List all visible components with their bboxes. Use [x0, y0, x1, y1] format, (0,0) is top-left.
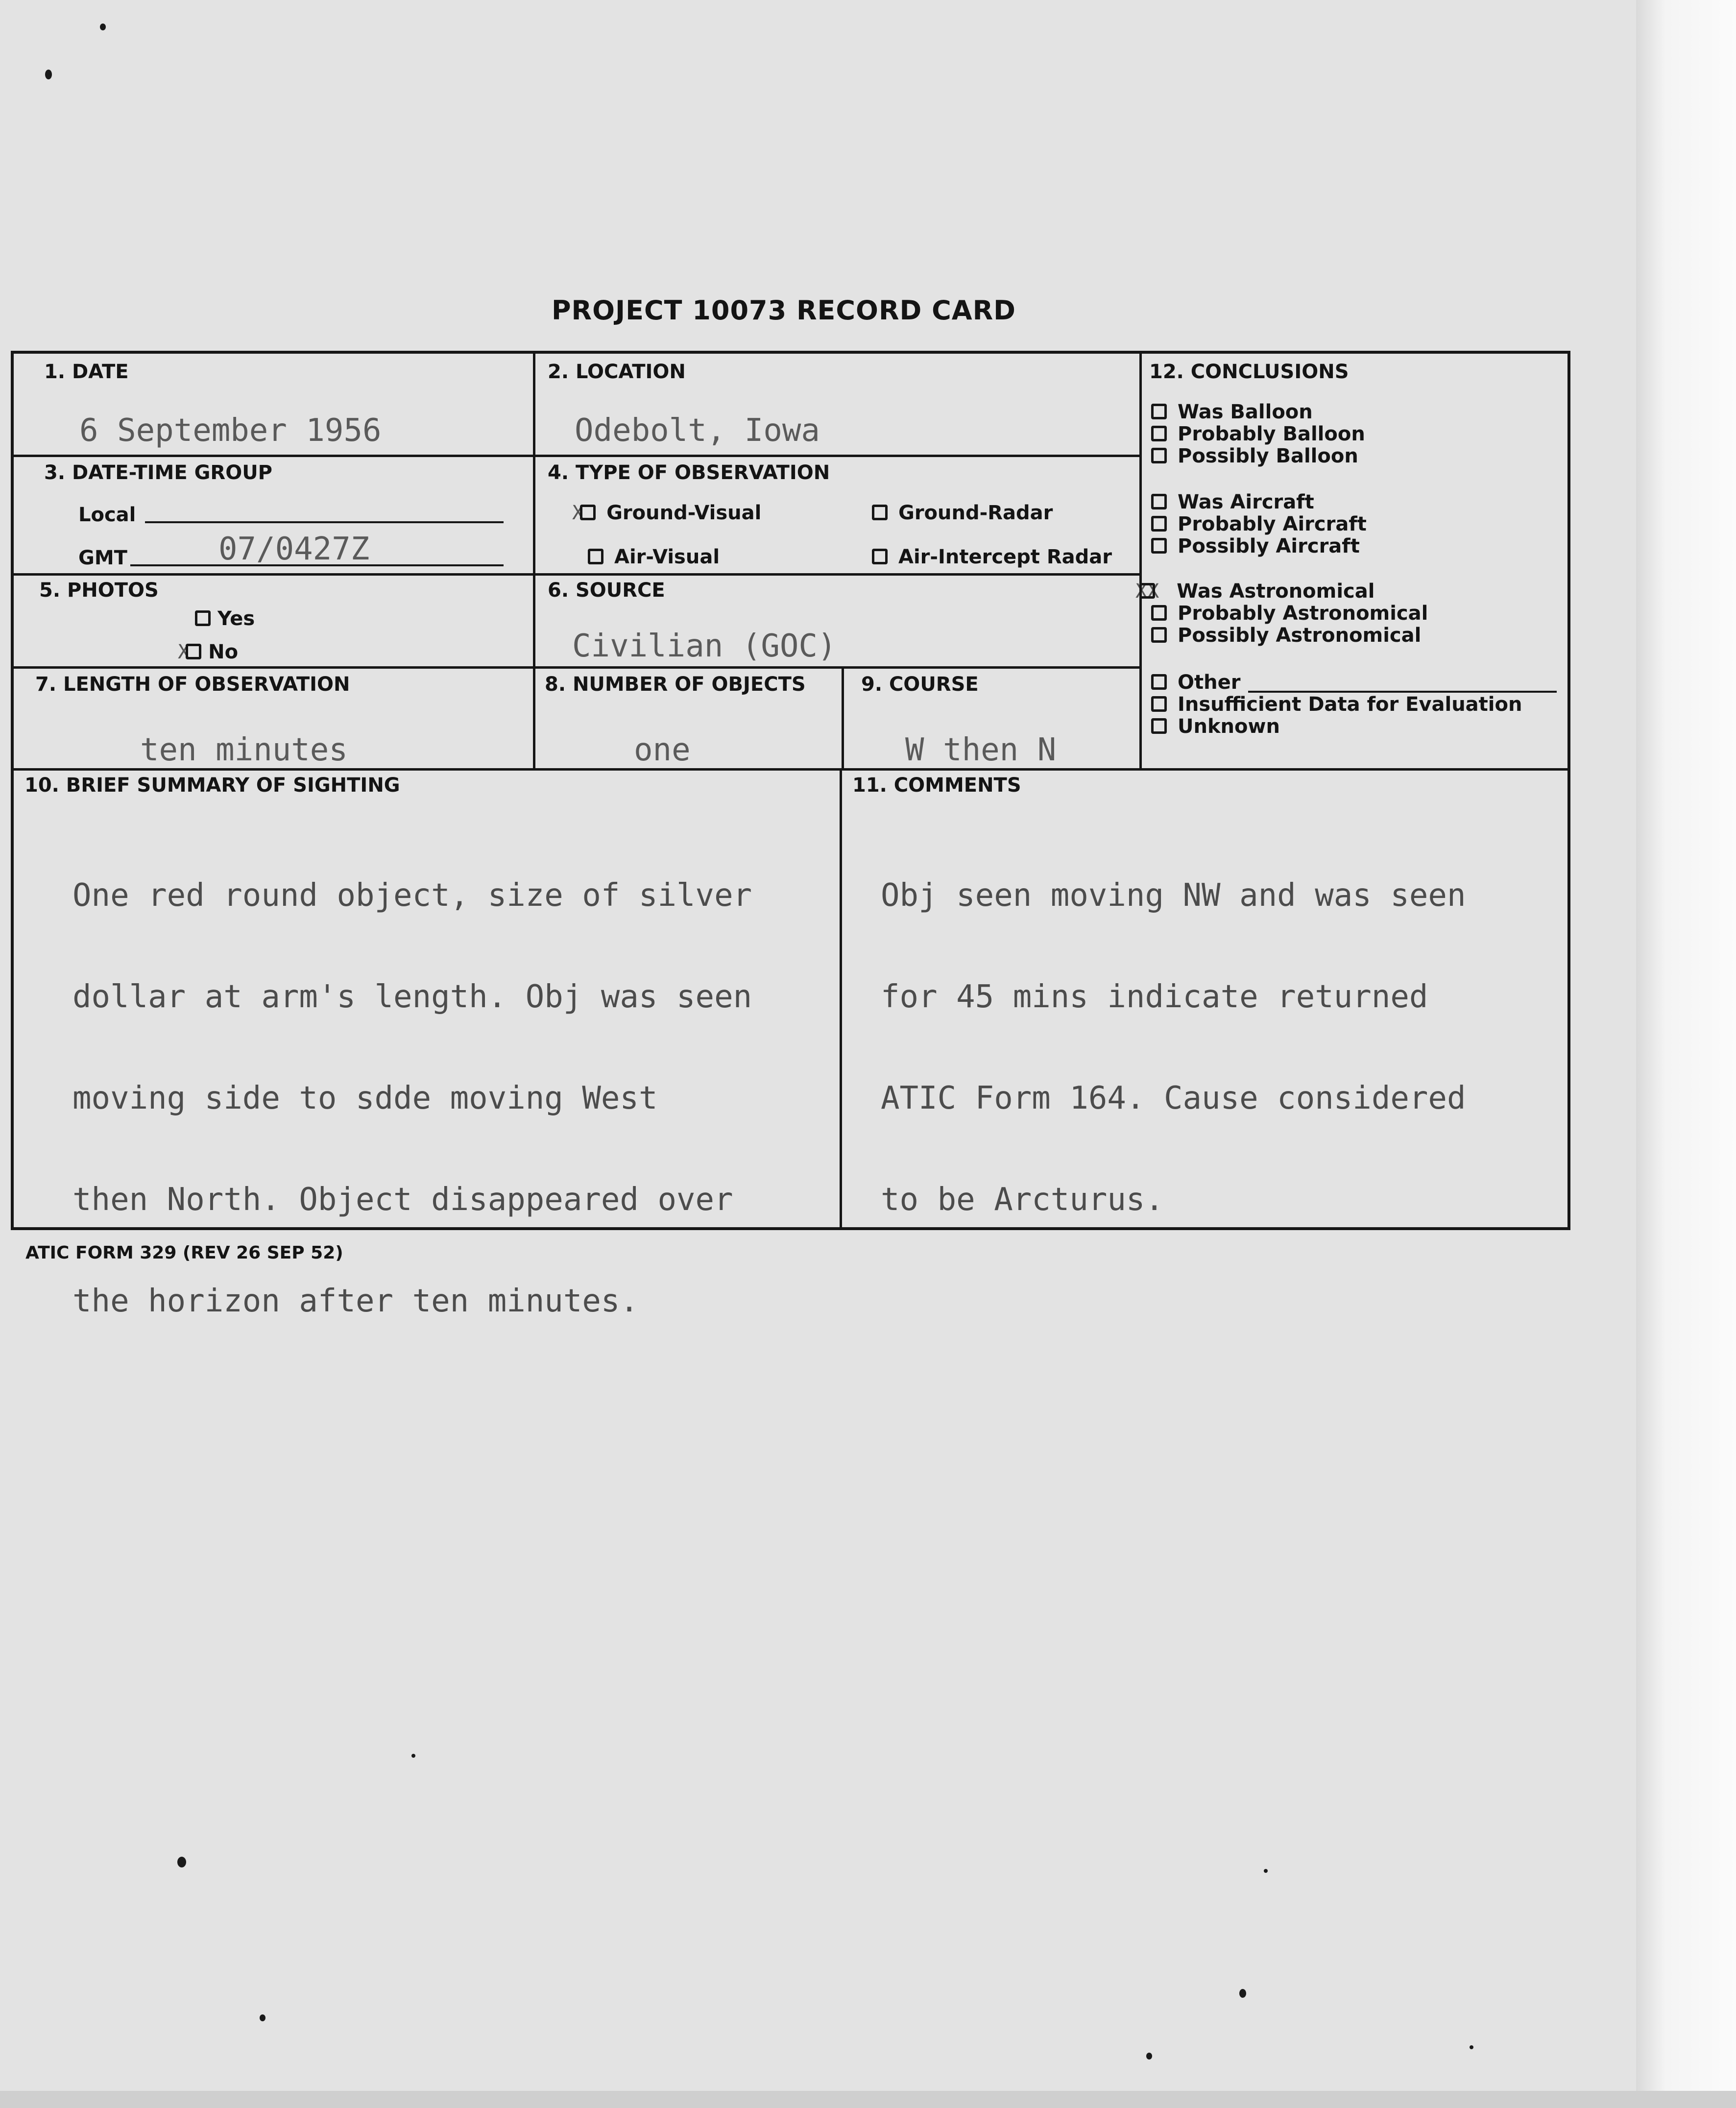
divider	[14, 666, 1142, 669]
local-label: Local	[78, 504, 136, 526]
comments-line: ATIC Form 164. Cause considered	[881, 1080, 1466, 1116]
summary-line: dollar at arm's length. Obj was seen	[72, 979, 752, 1015]
conclusion-label: Unknown	[1178, 715, 1280, 738]
option-label: Ground-Radar	[898, 502, 1053, 524]
length-of-observation-value: ten minutes	[140, 732, 348, 768]
page-edge	[1636, 0, 1736, 2108]
conclusion-possibly-astronomical	[1151, 624, 1421, 647]
conclusion-label: Possibly Balloon	[1178, 445, 1358, 467]
gmt-label: GMT	[78, 547, 127, 569]
location-value: Odebolt, Iowa	[575, 412, 820, 449]
conclusion-label: Possibly Astronomical	[1178, 624, 1422, 647]
conclusion-possibly-aircraft	[1151, 535, 1360, 557]
option-label: Ground-Visual	[606, 502, 762, 524]
conclusion-label: Other	[1178, 671, 1241, 694]
checkbox-icon	[1151, 674, 1167, 690]
conclusion-label: Probably Aircraft	[1178, 513, 1367, 535]
comments-label: 11. COMMENTS	[852, 774, 1021, 797]
speck	[100, 24, 106, 30]
other-underline	[1248, 691, 1557, 693]
checkbox-icon	[872, 505, 888, 520]
divider	[1139, 354, 1142, 770]
comments-text	[881, 811, 1466, 1284]
option-label: Air-Visual	[614, 546, 720, 568]
option-label: Yes	[217, 607, 255, 630]
source-value: Civilian (GOC)	[572, 628, 837, 664]
check-mark: XX	[1135, 580, 1159, 603]
conclusion-was-astronomical	[1135, 580, 1374, 603]
source-label: 6. SOURCE	[548, 579, 665, 602]
checkbox-icon	[1151, 627, 1167, 643]
length-of-observation-label: 7. LENGTH OF OBSERVATION	[35, 673, 350, 696]
conclusion-label: Was Astronomical	[1177, 580, 1375, 603]
photos-label: 5. PHOTOS	[39, 579, 159, 602]
speck	[1146, 2053, 1152, 2060]
conclusion-label: Was Balloon	[1178, 401, 1313, 423]
divider	[14, 768, 1567, 771]
checkbox-icon	[186, 644, 201, 659]
conclusions-label: 12. CONCLUSIONS	[1149, 361, 1349, 383]
checkbox-icon	[1151, 494, 1167, 509]
checkbox-icon	[580, 505, 596, 520]
summary-label: 10. BRIEF SUMMARY OF SIGHTING	[24, 774, 400, 797]
checkbox-icon	[195, 610, 211, 626]
speck	[177, 1857, 186, 1867]
comments-line: Obj seen moving NW and was seen	[881, 877, 1466, 914]
local-underline	[145, 521, 504, 523]
checkbox-icon	[1151, 426, 1167, 441]
checkbox-icon	[872, 549, 888, 564]
conclusion-was-aircraft	[1151, 491, 1314, 513]
checkbox-icon	[588, 549, 603, 564]
option-air-intercept-radar	[872, 546, 1112, 568]
date-value: 6 September 1956	[79, 412, 382, 449]
divider	[14, 455, 1142, 457]
date-time-group-label: 3. DATE-TIME GROUP	[44, 461, 272, 484]
card-title: PROJECT 10073 RECORD CARD	[551, 295, 1016, 326]
form-id: ATIC FORM 329 (REV 26 SEP 52)	[25, 1243, 343, 1263]
conclusion-possibly-balloon	[1151, 445, 1358, 467]
summary-line: One red round object, size of silver	[72, 877, 752, 914]
page-bottom-edge	[0, 2091, 1736, 2108]
option-air-visual	[588, 546, 720, 568]
conclusion-probably-balloon	[1151, 423, 1365, 445]
checkbox-icon	[1151, 538, 1167, 554]
conclusion-label: Was Aircraft	[1178, 491, 1314, 513]
gmt-value: 07/0427Z	[218, 531, 370, 567]
divider	[14, 573, 1142, 576]
summary-line: moving side to sdde moving West	[72, 1080, 658, 1116]
conclusion-label: Probably Astronomical	[1178, 602, 1428, 625]
option-photos-no	[178, 641, 238, 663]
divider	[840, 768, 842, 1227]
course-label: 9. COURSE	[861, 673, 979, 696]
conclusion-unknown	[1151, 715, 1280, 738]
comments-line: for 45 mins indicate returned	[881, 979, 1428, 1015]
divider	[842, 668, 844, 770]
type-of-observation-label: 4. TYPE OF OBSERVATION	[548, 461, 830, 484]
checkbox-icon	[1151, 696, 1167, 712]
date-label: 1. DATE	[44, 361, 129, 383]
conclusion-was-balloon	[1151, 401, 1313, 423]
conclusion-insufficient-data	[1151, 693, 1522, 716]
summary-line: then North. Object disappeared over	[72, 1182, 733, 1218]
checkbox-icon	[1151, 448, 1167, 463]
speck	[1470, 2045, 1473, 2049]
conclusion-label: Probably Balloon	[1178, 423, 1365, 445]
option-label: Air-Intercept Radar	[898, 546, 1112, 568]
conclusion-label: Possibly Aircraft	[1178, 535, 1360, 557]
check-mark: X	[572, 502, 584, 524]
course-value: W then N	[905, 732, 1057, 768]
speck	[411, 1754, 415, 1758]
speck	[260, 2014, 265, 2021]
conclusion-label: Insufficient Data for Evaluation	[1178, 693, 1522, 716]
checkbox-icon	[1151, 516, 1167, 532]
number-of-objects-value: one	[634, 732, 691, 768]
checkbox-icon	[1139, 583, 1155, 599]
comments-line: to be Arcturus.	[881, 1182, 1164, 1218]
checkbox-icon	[1151, 404, 1167, 419]
option-label: No	[208, 641, 239, 663]
location-label: 2. LOCATION	[548, 361, 686, 383]
check-mark: X	[178, 641, 190, 663]
checkbox-icon	[1151, 605, 1167, 621]
conclusion-other	[1151, 671, 1240, 694]
speck	[45, 70, 52, 79]
number-of-objects-label: 8. NUMBER OF OBJECTS	[545, 673, 806, 696]
option-photos-yes	[195, 607, 255, 630]
speck	[1239, 1989, 1246, 1998]
divider	[533, 354, 535, 770]
option-ground-visual	[572, 502, 761, 524]
checkbox-icon	[1151, 718, 1167, 734]
summary-text	[72, 811, 752, 1386]
option-ground-radar	[872, 502, 1053, 524]
conclusion-probably-astronomical	[1151, 602, 1428, 625]
speck	[1264, 1869, 1268, 1873]
conclusion-probably-aircraft	[1151, 513, 1367, 535]
summary-line: the horizon after ten minutes.	[72, 1283, 639, 1319]
